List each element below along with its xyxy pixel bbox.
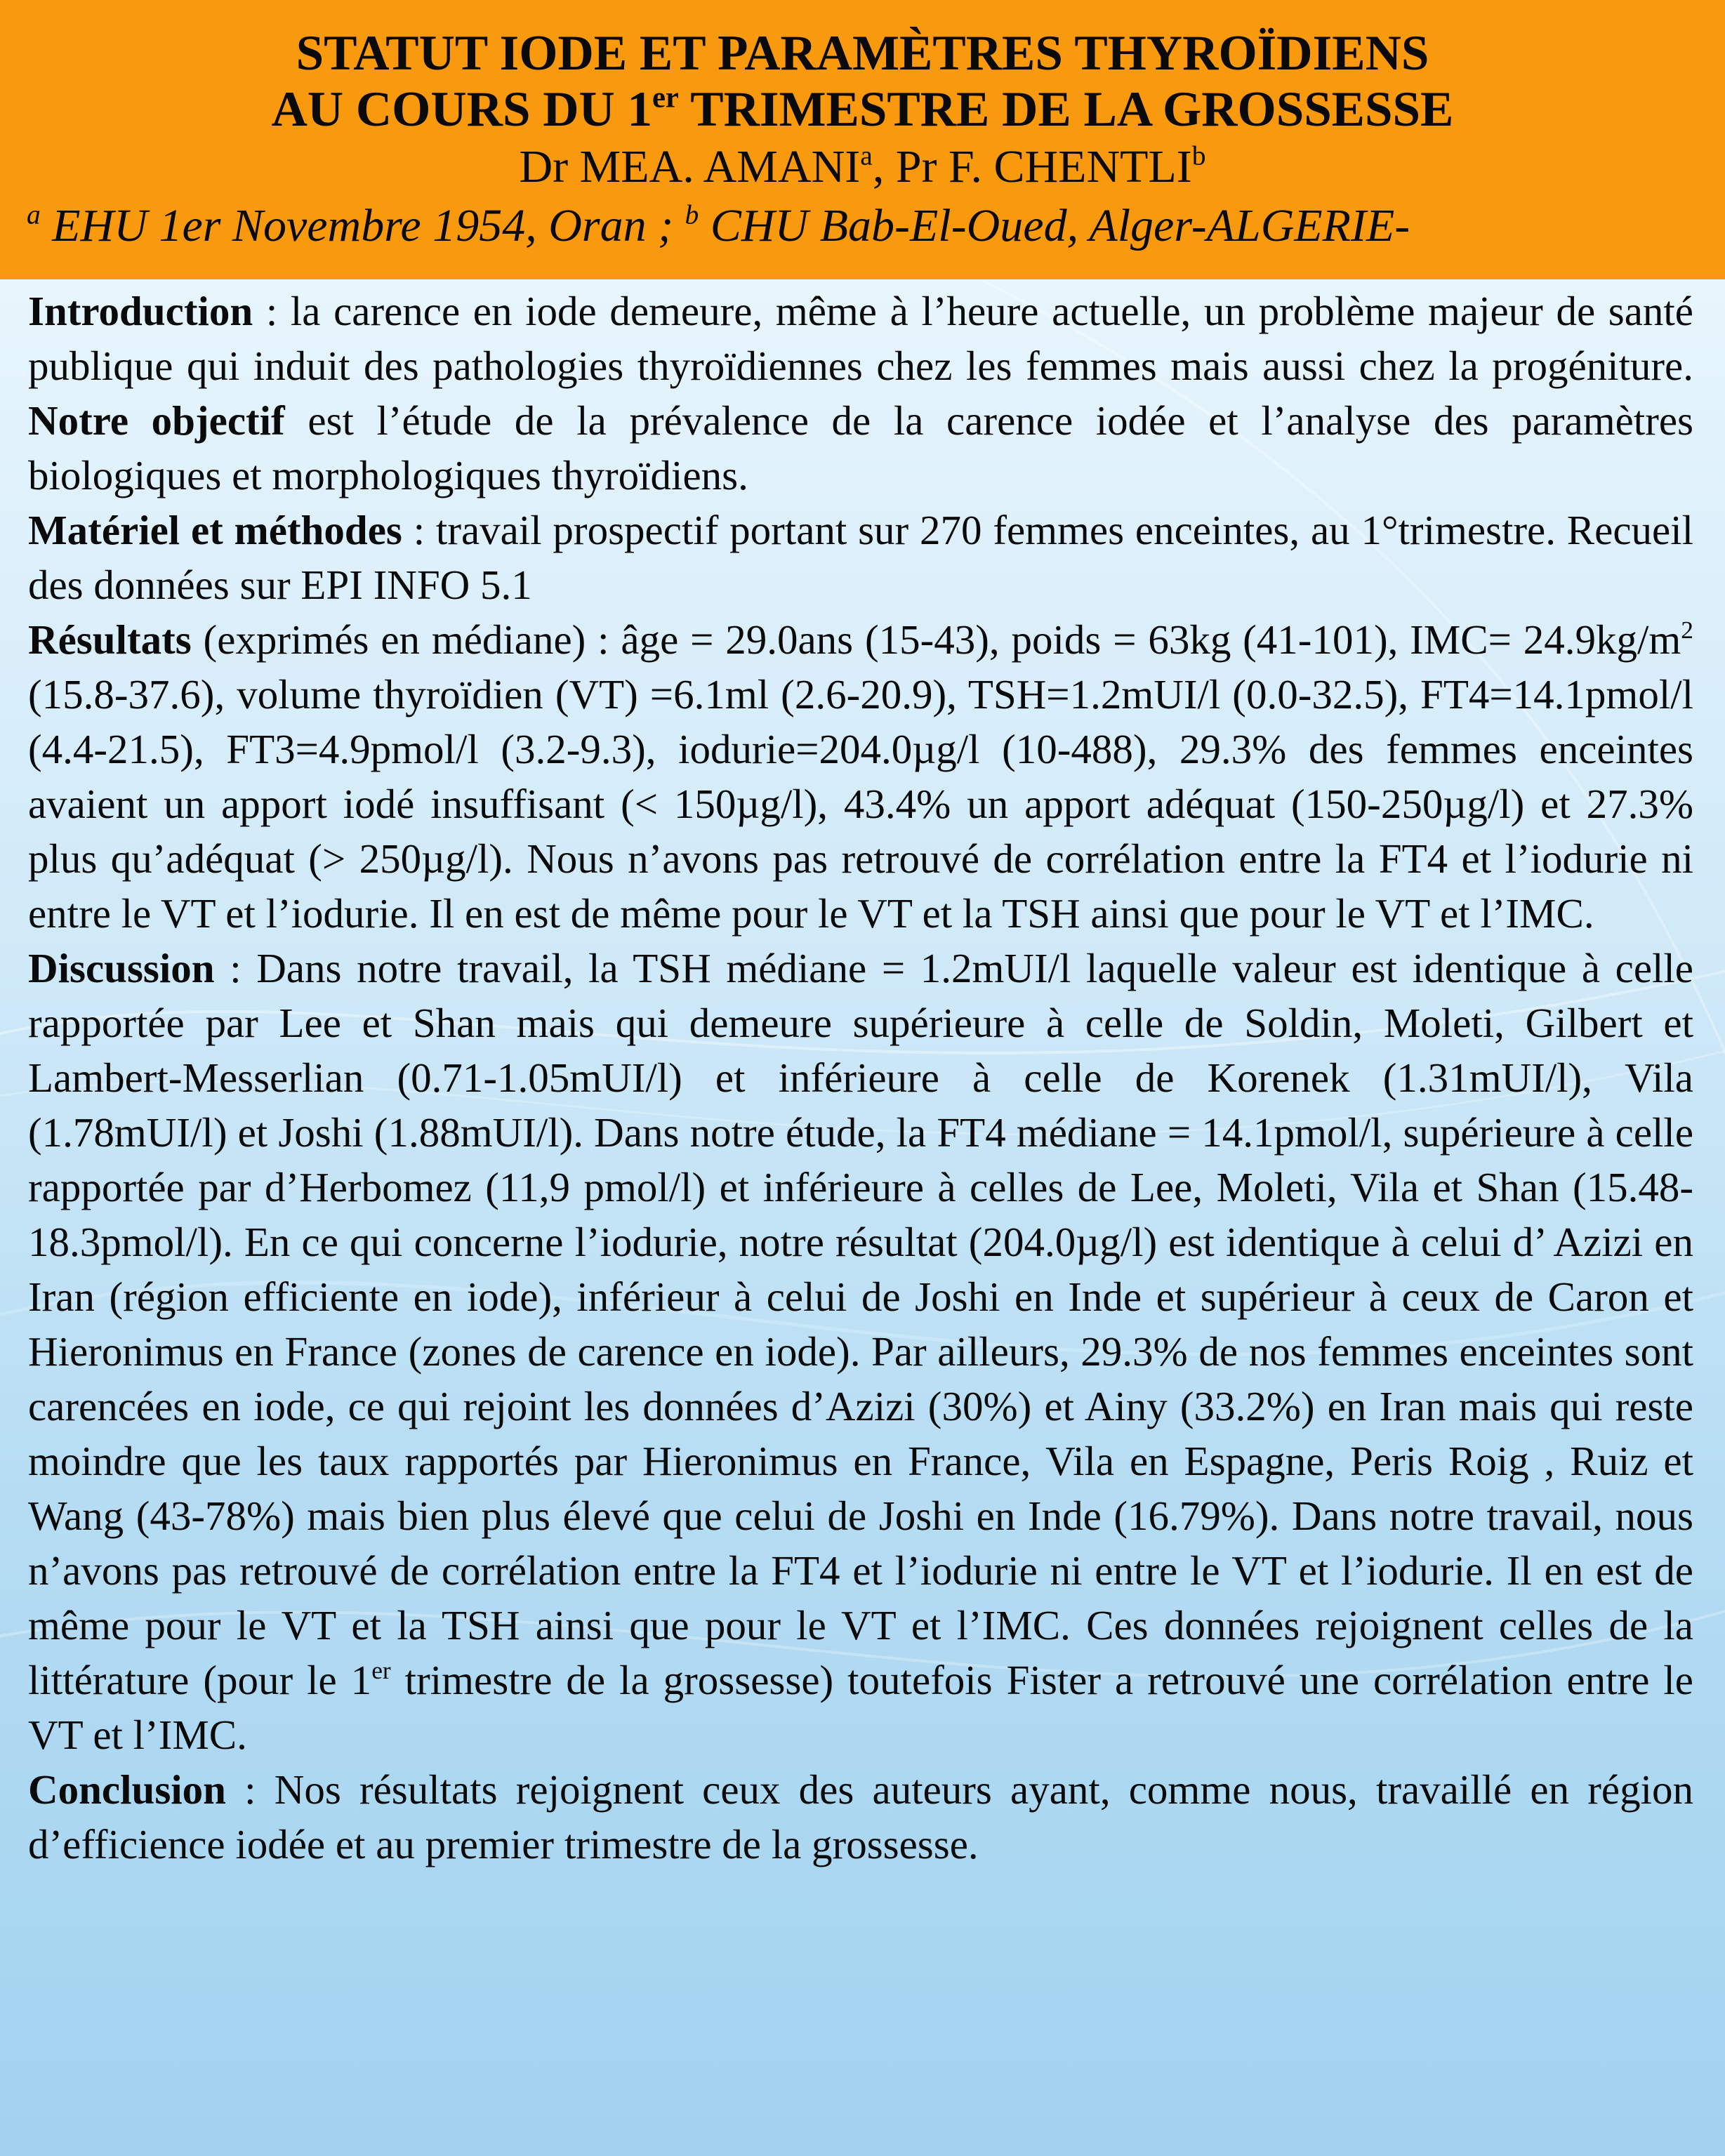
title-line-1: STATUT IODE ET PARAMÈTRES THYROÏDIENS bbox=[296, 26, 1429, 81]
discussion-text-1: : Dans notre travail, la TSH médiane = 1.2mUI/l laquelle valeur est identique à celle rapportée par Lee et Shan mais qui demeure supérieure à celle de Soldin, Moleti, Gilbert et Lambert-Messerlian (0.71-1.05mUI/l) et inférieure à celle de Korenek (1.31mUI/l), Vila (1.78mUI/l) et Joshi (1.88mUI/l). Dans notre étude, la FT4 médiane = 14.1pmol/l, supérieure à celle rapportée par d’Herbomez (11,9 pmol/l) et inférieure à celles de Lee, Moleti, Vila et Shan (15.48- 18.3pmol/l). En ce qui concerne l’iodurie, notre résultat (204.0µg/l) est identique à celui d’ Azizi en Iran (région efficiente en iode), inférieur à celui de Joshi en Inde et supérieur à ceux de Caron et Hieronimus en France (zones de carence en iode). Par ailleurs, 29.3% de nos femmes enceintes sont carencées en iode, ce qui rejoint les données d’Azizi (30%) et Ainy (33.2%) en Iran mais qui reste moindre que les taux rapportés par Hieronimus en France, Vila en Espagne, Peris Roig , Ruiz et Wang (43-78%) mais bien plus élevé que celui de Joshi en Inde (16.79%). Dans notre travail, nous n’avons pas retrouvé de corrélation entre la FT4 et l’iodurie ni entre le VT et l’iodurie. Il en est de même pour le VT et la TSH ainsi que pour le VT et l’IMC. Ces données rejoignent celles de la littérature (pour le 1 bbox=[28, 945, 1693, 1703]
affiliations-line bbox=[0, 197, 1725, 256]
authors-line bbox=[0, 138, 1725, 197]
affil-a-sup: a bbox=[27, 199, 41, 230]
author-1: Dr MEA. AMANI bbox=[519, 141, 861, 192]
conclusion-heading: Conclusion bbox=[28, 1766, 226, 1813]
title-line-2-sup: er bbox=[652, 81, 679, 114]
results-heading: Résultats bbox=[28, 616, 192, 663]
introduction-text-1: : la carence en iode demeure, même à l’heure actuelle, un problème majeur de santé publique qui induit des pathologies thyroïdiennes chez les femmes mais aussi chez la progéniture. bbox=[28, 288, 1693, 389]
results-text-2: (15.8-37.6), volume thyroïdien (VT) =6.1ml (2.6-20.9), TSH=1.2mUI/l (0.0-32.5), FT4=14.1pmol/l (4.4-21.5), FT3=4.9pmol/l (3.2-9.3), iodurie=204.0µg/l (10-488), 29.3% des femmes enceintes avaient un apport iodé insuffisant (< 150µg/l), 43.4% un apport adéquat (150-250µg/l) et 27.3% plus qu’adéquat (> 250µg/l). Nous n’avons pas retrouvé de corrélation entre la FT4 et l’iodurie ni entre le VT et l’iodurie. Il en est de même pour le VT et la TSH ainsi que pour le VT et l’IMC. bbox=[28, 671, 1693, 937]
poster-body bbox=[28, 284, 1693, 1872]
methods-text: : travail prospectif portant sur 270 femmes enceintes, au 1°trimestre. Recueil des données sur EPI INFO 5.1 bbox=[28, 507, 1693, 608]
discussion-heading: Discussion bbox=[28, 945, 215, 991]
introduction-text-2: est l’étude de la prévalence de la carence iodée et l’analyse des paramètres biologiques et morphologiques thyroïdiens. bbox=[28, 397, 1693, 498]
objective-heading: Notre objectif bbox=[28, 397, 285, 444]
author-2-sup: b bbox=[1191, 140, 1206, 171]
introduction-heading: Introduction bbox=[28, 288, 253, 334]
methods-heading: Matériel et méthodes bbox=[28, 507, 402, 553]
affil-a: EHU 1er Novembre 1954, Oran ; bbox=[40, 200, 685, 251]
author-separator: , bbox=[872, 141, 896, 192]
author-2: Pr F. CHENTLI bbox=[895, 141, 1192, 192]
introduction-paragraph bbox=[28, 284, 1693, 503]
discussion-text-2: trimestre de la grossesse) toutefois Fister a retrouvé une corrélation entre le VT et l’IMC. bbox=[28, 1657, 1693, 1758]
results-paragraph bbox=[28, 612, 1693, 941]
conclusion-paragraph bbox=[28, 1762, 1693, 1872]
affil-b: CHU Bab-El-Oued, Alger-ALGERIE- bbox=[699, 200, 1410, 251]
poster-header bbox=[0, 0, 1725, 279]
methods-paragraph bbox=[28, 503, 1693, 612]
discussion-sup: er bbox=[371, 1656, 391, 1685]
title-line-2-post: TRIMESTRE DE LA GROSSESSE bbox=[678, 82, 1454, 137]
discussion-paragraph bbox=[28, 941, 1693, 1762]
affil-b-sup: b bbox=[685, 199, 699, 230]
conclusion-text: : Nos résultats rejoignent ceux des auteurs ayant, comme nous, travaillé en région d’efficience iodée et au premier trimestre de la grossesse. bbox=[28, 1766, 1693, 1867]
results-text-1: (exprimés en médiane) : âge = 29.0ans (15-43), poids = 63kg (41-101), IMC= 24.9kg/m bbox=[191, 616, 1681, 663]
author-1-sup: a bbox=[860, 140, 873, 171]
results-sup: 2 bbox=[1681, 616, 1693, 644]
title-line-2-pre: AU COURS DU 1 bbox=[271, 82, 652, 137]
title-line-2 bbox=[0, 81, 1725, 138]
